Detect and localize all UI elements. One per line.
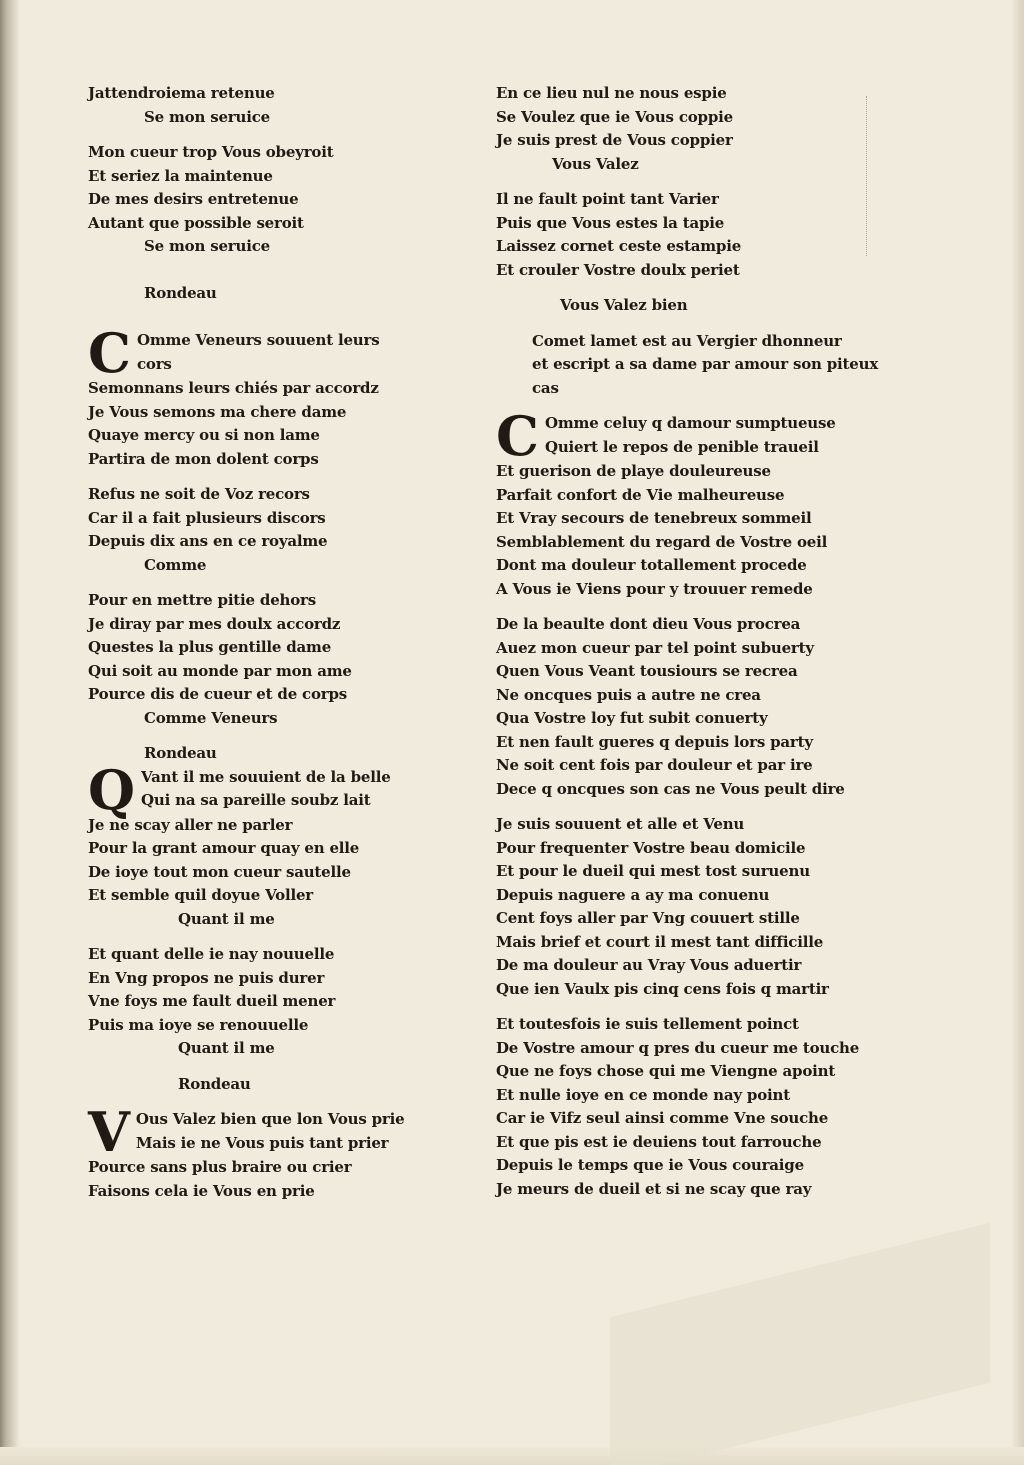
text-line: Ne soit cent fois par douleur et par ire <box>496 756 813 774</box>
text-line: Car ie Vifz seul ainsi comme Vne souche <box>496 1109 829 1127</box>
text-line: Pour en mettre pitie dehors <box>88 591 316 609</box>
text-line: Pour frequenter Vostre beau domicile <box>496 838 806 857</box>
caption-line: Comet lamet est au Vergier dhonneur <box>532 331 842 350</box>
text-line: Mais brief et court il mest tant difficille <box>496 932 824 951</box>
refrain-line: Vous Valez <box>552 154 639 173</box>
text-line: Dece q oncques son cas ne Vous peult dire <box>496 779 845 798</box>
text-line: Et guerison de playe douleureuse <box>496 462 771 480</box>
text-line: Qua Vostre loy fut subit conuerty <box>496 709 768 727</box>
text-line: De ioye tout mon cueur sautelle <box>88 862 351 881</box>
text-line: Refus ne soit de Voz recors <box>88 485 310 503</box>
text-line: Depuis dix ans en ce royalme <box>88 532 328 550</box>
section-heading: Rondeau <box>144 744 217 762</box>
text-line: Je ne scay aller ne parler <box>88 815 293 834</box>
text-line: Ne oncques puis a autre ne crea <box>496 685 761 704</box>
text-line: Que ne foys chose qui me Viengne apoint <box>496 1062 836 1080</box>
text-line: Je suis souuent et alle et Venu <box>496 815 745 833</box>
text-line: Et quant delle ie nay nouuelle <box>88 945 335 963</box>
text-line: Semonnans leurs chiés par accordz <box>88 379 379 397</box>
text-line: Que ien Vaulx pis cinq cens fois q martir <box>496 979 829 998</box>
text-line: Dont ma douleur totallement procede <box>496 556 807 574</box>
text-line: En Vng propos ne puis durer <box>88 968 325 987</box>
text-line: Quen Vous Veant tousiours se recrea <box>496 662 798 680</box>
text-line: Partira de mon dolent corps <box>88 449 319 468</box>
stanza-opening <box>496 404 896 468</box>
right-text-column <box>496 82 896 1201</box>
drop-cap: C <box>88 321 131 385</box>
stanza-opening <box>88 321 448 385</box>
text-line: Puis que Vous estes la tapie <box>496 213 725 232</box>
text-line: Et semble quil doyue Voller <box>88 886 313 904</box>
drop-cap: Q <box>88 757 136 822</box>
text-line: Je Vous semons ma chere dame <box>88 402 347 421</box>
text-line: Faisons cela ie Vous en prie <box>88 1181 315 1200</box>
page-bottom-edge <box>0 1447 1024 1465</box>
text-line: Auez mon cueur par tel point subuerty <box>496 638 814 657</box>
text-line: Mon cueur trop Vous obeyroit <box>88 143 334 161</box>
paper-repair-patch <box>610 1223 990 1465</box>
refrain-line: Quant il me <box>178 909 275 928</box>
text-line: De Vostre amour q pres du cueur me touche <box>496 1038 860 1057</box>
text-line: Depuis naguere a ay ma conuenu <box>496 885 770 904</box>
text-line: De mes desirs entretenue <box>88 190 299 208</box>
left-text-column <box>88 82 448 1203</box>
text-line: Qui soit au monde par mon ame <box>88 661 352 680</box>
text-line: Laissez cornet ceste estampie <box>496 237 742 255</box>
text-line: Et pour le dueil qui mest tost suruenu <box>496 862 810 880</box>
text-line: Qui na sa pareille soubz lait <box>141 791 371 809</box>
refrain-line: Comme <box>144 555 207 574</box>
text-line: Pour la grant amour quay en elle <box>88 839 360 857</box>
refrain-line: Vous Valez bien <box>560 296 688 314</box>
text-line: Semblablement du regard de Vostre oeil <box>496 532 828 551</box>
caption-line: cas <box>532 378 559 397</box>
text-line: Je diray par mes doulx accordz <box>88 614 341 633</box>
text-line: De ma douleur au Vray Vous aduertir <box>496 956 802 974</box>
text-line: Et Vray secours de tenebreux sommeil <box>496 509 812 527</box>
text-line: Quaye mercy ou si non lame <box>88 426 320 444</box>
text-line: Parfait confort de Vie malheureuse <box>496 485 785 504</box>
text-line: Pource dis de cueur et de corps <box>88 685 348 703</box>
refrain-line: Comme Veneurs <box>144 708 278 727</box>
text-line: Quiert le repos de penible traueil <box>544 437 819 456</box>
poem-caption <box>496 330 896 401</box>
text-line: Et nen fault gueres q depuis lors party <box>496 732 813 751</box>
text-line: Cent foys aller par Vng couuert stille <box>496 909 800 927</box>
text-line: Je meurs de dueil et si ne scay que ray <box>496 1179 812 1198</box>
refrain-line: Quant il me <box>178 1039 275 1057</box>
text-line: Et que pis est ie deuiens tout farrouche <box>496 1132 822 1151</box>
text-line: Et crouler Vostre doulx periet <box>496 260 740 279</box>
section-heading: Rondeau <box>144 284 217 302</box>
text-line: Puis ma ioye se renouuelle <box>88 1015 309 1034</box>
text-line: Omme celuy q damour sumptueuse <box>544 414 836 432</box>
text-line: Je suis prest de Vous coppier <box>496 131 733 149</box>
text-line: Vne foys me fault dueil mener <box>88 992 336 1010</box>
section-heading: Rondeau <box>178 1074 251 1093</box>
page-gutter <box>0 0 20 1465</box>
page-right-edge <box>1012 0 1024 1465</box>
text-line: En ce lieu nul ne nous espie <box>496 84 727 102</box>
text-line: Se Voulez que ie Vous coppie <box>496 107 733 126</box>
text-line: cors <box>136 354 172 373</box>
text-line: Et nulle ioye en ce monde nay point <box>496 1085 790 1104</box>
text-line: Ous Valez bien que lon Vous prie <box>135 1110 405 1128</box>
refrain-line: Se mon seruice <box>144 237 270 255</box>
text-line: Jattendroiema retenue <box>88 84 275 102</box>
text-line: Pource sans plus braire ou crier <box>88 1158 352 1176</box>
text-line: Questes la plus gentille dame <box>88 638 332 656</box>
caption-line: et escript a sa dame par amour son piteux <box>532 355 879 373</box>
text-line: De la beaulte dont dieu Vous procrea <box>496 615 801 633</box>
text-line: Vant il me souuient de la belle <box>141 767 391 786</box>
text-line: Autant que possible seroit <box>88 213 304 232</box>
drop-cap: C <box>496 404 539 468</box>
text-line: Et seriez la maintenue <box>88 166 273 185</box>
drop-cap: V <box>88 1100 130 1164</box>
text-line: Depuis le temps que ie Vous couraige <box>496 1156 804 1174</box>
stanza-opening <box>88 757 448 822</box>
text-line: Il ne fault point tant Varier <box>496 190 719 208</box>
text-line: Omme Veneurs souuent leurs <box>136 331 380 349</box>
text-line: A Vous ie Viens pour y trouuer remede <box>496 579 813 598</box>
text-line: Et toutesfois ie suis tellement poinct <box>496 1015 799 1033</box>
text-line: Car il a fait plusieurs discors <box>88 508 326 527</box>
stanza-opening <box>88 1100 448 1164</box>
text-line: Mais ie ne Vous puis tant prier <box>135 1133 389 1152</box>
refrain-line: Se mon seruice <box>144 107 270 126</box>
